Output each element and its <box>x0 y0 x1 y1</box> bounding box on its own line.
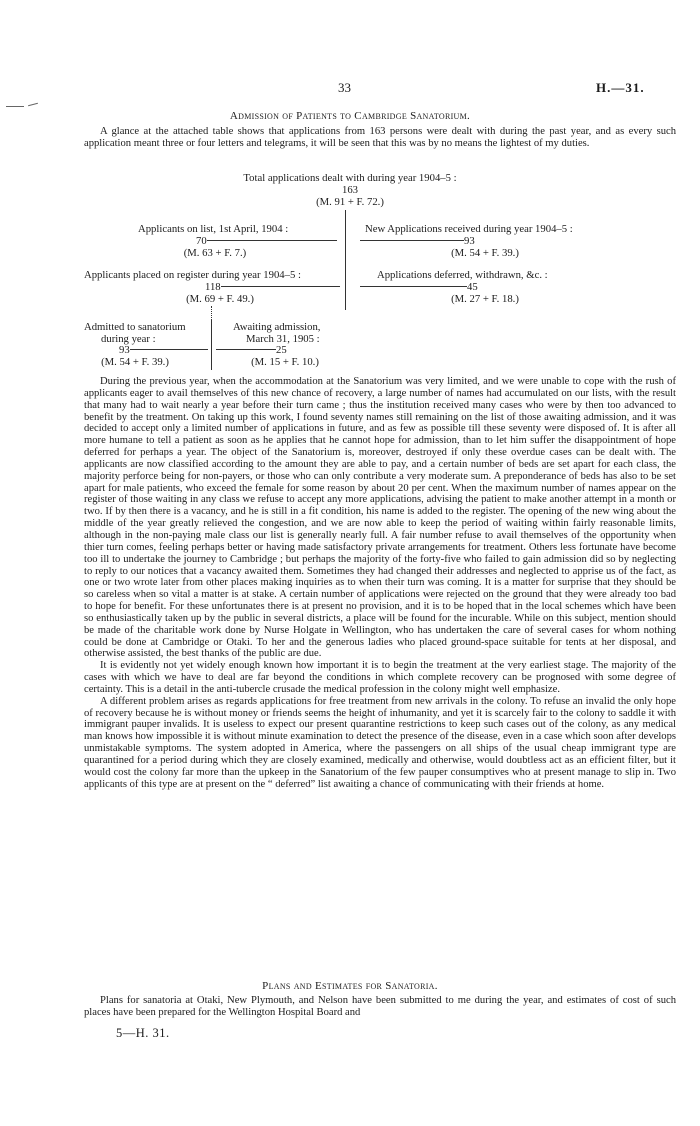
placed-label: Applicants placed on register during year 1904–5 : <box>84 269 301 281</box>
rule <box>130 349 208 350</box>
awaiting-value: 25 <box>276 344 287 356</box>
divider-line-dotted <box>211 306 212 320</box>
margin-mark <box>28 103 38 107</box>
body-paragraph: During the previous year, when the accommodation at the Sanatorium was very limited, and we were unable to cope with the rush of applicants eager to avail themselves of this new chance of recovery, a large number of names had accumulated on our lists, with the result that many had to wait nearly a year before their turn came ; thus the institution received many cases who were by then too advanced to benefit by the treatment. On taking up this work, I found seventy names still remaining on the list of those awaiting admission, and it was decided to accept only a limited number of applications in future, and as few as possible till these seventy were disposed of. It is after all more humane to tell a patient as soon as he applies that he cannot hope for admission, than to let him suffer the disappointment of hope deferred for perhaps a year. The object of the Sanatorium is, moreover, destroyed if only these overdue cases can be dealt with. The applicants are now classified according to the amount they are able to pay, and a certain number of beds are set apart for each class, the majority perforce being for non-payers, or those who can only contribute a very moderate sum. A preponderance of beds has also to be set apart for male patients, who exceed the female for some reason by about 20 per cent. When the maximum number of names appear on the register of those waiting in any class we refuse to accept any more applications, advising the patient to make another attempt in a month or two. If by then there is a vacancy, and he is still in a fit condition, his name is added to the register. The opening of the new wing about the middle of the year greatly relieved the congestion, and we are now able to keep the period of waiting within fairly reasonable limits, although in the non-paying male class our list is generally nearly full. A fair number refuse to avail themselves of the opportunity when thier turn comes, feeling perhaps better or having made satisfactory private arrangements for treatment. Others less fortunate have become too ill to undertake the journey to Cambridge ; but perhaps the majority of the forty-five who failed to gain admission did so by neglecting to reply to our notices that a vacancy awaited them. Sometimes they had changed their addresses and neglected to apprise us of the fact, as one or two wrote later from other places making inquiries as to when their turn was coming. It is a matter for surprise that they should be so careless when so vital a matter is at stake. A certain number of applications were rejected on the ground that they were already too bad to hope for benefit. For these unfortunates there is at present no provision, and it is to be hoped that in the local schemes which have been so enthusiastically taken up by the public in several districts, a place will be found for the incurable. While on this subject, mention should be made of the charitable work done by Nurse Holgate in Wellington, who has undertaken the care of several cases for whom nothing could be done at Cambridge or Otaki. To her and the generous ladies who placed ground-space suitable for tents at her disposal, and otherwise assisted, the best thanks of the public are due. <box>84 376 676 660</box>
admitted-value-row <box>119 345 208 357</box>
divider-line <box>345 210 346 310</box>
body-paragraph: A different problem arises as regards applications for free treatment from new arrivals in the colony. To refuse an invalid the only hope of recovery because he is without money or friends seems the height of inhumanity, and yet it is scarcely fair to the colony to saddle it with immigrant pauper invalids. It is useless to expect our present quarantine restrictions to keep such cases out of the colony, as any medical man knows how impossible it is without minute examination to detect the presence of the disease, even in a case which soon after develops unmistakable symptoms. The system adopted in America, where the passengers on all ships of the usual cheap immigrant type are quarantined for a period during which they are closely examined, medically and otherwise, would doubtless act as an efficient filter, but it would cost the colony far more than the upkeep in the Sanatorium of the few pauper consumptives who at present manage to slip in. Two applicants of this type are at present on the “ deferred” list awaiting a chance of communicating with their friends at home. <box>84 695 676 790</box>
new-apps-value-row <box>360 236 475 248</box>
deferred-value: 45 <box>467 281 478 293</box>
placed-breakdown: (M. 69 + F. 49.) <box>186 293 254 305</box>
on-list-breakdown: (M. 63 + F. 7.) <box>183 247 247 259</box>
on-list-value: 70 <box>196 235 207 247</box>
paper-reference: H.—31. <box>596 80 645 95</box>
on-list-label: Applicants on list, 1st April, 1904 : <box>138 223 289 235</box>
body-text <box>84 376 676 791</box>
new-apps-value: 93 <box>464 235 475 247</box>
placed-value-row <box>205 282 340 294</box>
admitted-label-2: during year : <box>101 333 156 345</box>
intro-paragraph: A glance at the attached table shows that applications from 163 persons were dealt with during the past year, and as every such application meant three or four letters and telegrams, it will be seen that this was by no means the lightest of my duties. <box>84 126 676 149</box>
total-breakdown: (M. 91 + F. 72.) <box>316 196 384 208</box>
rule <box>207 240 337 241</box>
placed-value: 118 <box>205 281 221 293</box>
new-apps-label: New Applications received during year 1904–5 : <box>365 223 573 235</box>
on-list-value-row <box>196 236 337 248</box>
admitted-label-1: Admitted to sanatorium <box>84 321 186 333</box>
body-paragraph: Plans for sanatoria at Otaki, New Plymouth, and Nelson have been submitted to me during the year, and estimates of cost of such places have been prepared for the Wellington Hospital Board and <box>84 995 676 1018</box>
body-paragraph: It is evidently not yet widely enough known how important it is to begin the treatment at the very earliest stage. The majority of the cases with which we have to deal are far beyond the conditions in which complete recovery can be prognosed with some degree of certainty. This is a detail in the anti-tubercle crusade the medical profession in the colony might well emphasize. <box>84 660 676 695</box>
section-heading: Plans and Estimates for Sanatoria. <box>262 980 438 992</box>
new-apps-breakdown: (M. 54 + F. 39.) <box>451 247 519 259</box>
total-label: Total applications dealt with during year 1904–5 : <box>243 172 457 184</box>
signature-mark: 5—H. 31. <box>116 1026 170 1040</box>
rule <box>360 286 467 287</box>
admitted-breakdown: (M. 54 + F. 39.) <box>101 356 169 368</box>
admitted-value: 93 <box>119 344 130 356</box>
deferred-label: Applications deferred, withdrawn, &c. : <box>377 269 548 281</box>
awaiting-value-row <box>216 345 287 357</box>
awaiting-label-1: Awaiting admission, <box>233 321 321 333</box>
awaiting-breakdown: (M. 15 + F. 10.) <box>251 356 319 368</box>
rule <box>360 240 464 241</box>
deferred-breakdown: (M. 27 + F. 18.) <box>451 293 519 305</box>
page-number: 33 <box>338 80 351 95</box>
margin-mark <box>6 106 24 107</box>
awaiting-label-2: March 31, 1905 : <box>246 333 320 345</box>
rule <box>221 286 340 287</box>
section-heading: Admission of Patients to Cambridge Sanatorium. <box>229 110 471 122</box>
rule <box>216 349 276 350</box>
deferred-value-row <box>360 282 478 294</box>
total-value: 163 <box>341 184 359 196</box>
divider-line <box>211 320 212 370</box>
